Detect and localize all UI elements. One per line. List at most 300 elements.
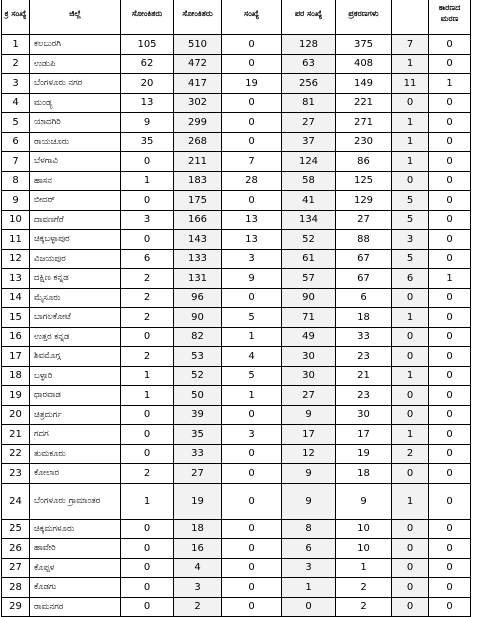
table-row: [2, 483, 471, 519]
value-cell: 134: [282, 210, 336, 230]
table-row: [2, 210, 471, 230]
value-cell: 0: [222, 93, 282, 113]
value-cell: 0: [392, 405, 429, 425]
value-cell: 33: [336, 327, 392, 347]
table-row: [2, 308, 471, 328]
value-cell: 23: [336, 347, 392, 367]
value-cell: 3: [121, 210, 174, 230]
value-cell: 0: [429, 578, 471, 598]
value-cell: 175: [174, 191, 222, 211]
value-cell: 5: [222, 308, 282, 328]
value-cell: 19: [222, 74, 282, 94]
value-cell: 1: [392, 483, 429, 519]
value-cell: 0: [429, 519, 471, 539]
table-row: [2, 230, 471, 250]
value-cell: 1: [392, 425, 429, 445]
value-cell: 23: [336, 386, 392, 406]
value-cell: 0: [429, 366, 471, 386]
table-row: [2, 327, 471, 347]
value-cell: 17: [282, 425, 336, 445]
value-cell: 0: [429, 191, 471, 211]
value-cell: 0: [429, 249, 471, 269]
value-cell: 0: [392, 171, 429, 191]
value-cell: 0: [392, 347, 429, 367]
serial-cell: 17: [2, 347, 30, 367]
district-cell: ಉತ್ತರ ಕನ್ನಡ: [30, 327, 121, 347]
district-cell: ವಿಜಯಪುರ: [30, 249, 121, 269]
serial-cell: 13: [2, 269, 30, 289]
value-cell: 510: [174, 35, 222, 55]
value-cell: 1: [429, 74, 471, 94]
district-cell: ಉಡುಪಿ: [30, 54, 121, 74]
value-cell: 0: [222, 113, 282, 133]
value-cell: 0: [429, 308, 471, 328]
value-cell: 0: [121, 444, 174, 464]
value-cell: 0: [222, 132, 282, 152]
value-cell: 5: [392, 210, 429, 230]
value-cell: 41: [282, 191, 336, 211]
value-cell: 183: [174, 171, 222, 191]
serial-cell: 26: [2, 539, 30, 559]
value-cell: 143: [174, 230, 222, 250]
serial-cell: 1: [2, 35, 30, 55]
value-cell: 0: [429, 132, 471, 152]
value-cell: 2: [336, 578, 392, 598]
district-cell: ಕೊಪ್ಪಳ: [30, 558, 121, 578]
value-cell: 30: [282, 347, 336, 367]
value-cell: 27: [282, 386, 336, 406]
value-cell: 0: [121, 152, 174, 172]
serial-cell: 16: [2, 327, 30, 347]
header-cell: ಪ್ರಕರಣಗಳು: [336, 0, 392, 35]
value-cell: 0: [282, 597, 336, 617]
value-cell: 0: [392, 539, 429, 559]
value-cell: 71: [282, 308, 336, 328]
value-cell: 0: [121, 425, 174, 445]
table-row: [2, 425, 471, 445]
serial-cell: 28: [2, 578, 30, 598]
value-cell: 35: [174, 425, 222, 445]
value-cell: 30: [336, 405, 392, 425]
value-cell: 129: [336, 191, 392, 211]
value-cell: 3: [222, 425, 282, 445]
value-cell: 17: [336, 425, 392, 445]
table-body: [2, 35, 471, 617]
value-cell: 0: [222, 464, 282, 484]
district-cell: ಬಳ್ಳಾರಿ: [30, 366, 121, 386]
table-row: [2, 269, 471, 289]
table-row: [2, 405, 471, 425]
table-row: [2, 347, 471, 367]
value-cell: 149: [336, 74, 392, 94]
district-cell: ಕೊಡಗು: [30, 578, 121, 598]
header-cell: ಸೋಂಕಿತರು: [174, 0, 222, 35]
value-cell: 299: [174, 113, 222, 133]
serial-cell: 18: [2, 366, 30, 386]
table-row: [2, 386, 471, 406]
serial-cell: 12: [2, 249, 30, 269]
district-cell: ಬಾಗಲಕೋಟೆ: [30, 308, 121, 328]
serial-cell: 2: [2, 54, 30, 74]
value-cell: 5: [392, 249, 429, 269]
header-cell: ಜಿಲ್ಲೆ: [30, 0, 121, 35]
value-cell: 28: [222, 171, 282, 191]
value-cell: 20: [121, 74, 174, 94]
value-cell: 2: [121, 347, 174, 367]
district-cell: ಬೆಳಗಾವಿ: [30, 152, 121, 172]
serial-cell: 23: [2, 464, 30, 484]
value-cell: 0: [429, 54, 471, 74]
value-cell: 0: [121, 578, 174, 598]
table-row: [2, 249, 471, 269]
value-cell: 0: [222, 483, 282, 519]
district-cell: ಕಲಬುರಗಿ: [30, 35, 121, 55]
value-cell: 3: [174, 578, 222, 598]
header-row: [2, 0, 471, 35]
value-cell: 0: [392, 558, 429, 578]
value-cell: 10: [336, 519, 392, 539]
value-cell: 0: [392, 519, 429, 539]
value-cell: 1: [282, 578, 336, 598]
header-cell: ಪರ ಸಂಖ್ಯೆ: [282, 0, 336, 35]
serial-cell: 25: [2, 519, 30, 539]
value-cell: 0: [222, 578, 282, 598]
serial-cell: 15: [2, 308, 30, 328]
value-cell: 105: [121, 35, 174, 55]
value-cell: 0: [222, 35, 282, 55]
table-row: [2, 519, 471, 539]
table-row: [2, 288, 471, 308]
district-cell: ಗದಗ: [30, 425, 121, 445]
value-cell: 61: [282, 249, 336, 269]
value-cell: 18: [336, 308, 392, 328]
value-cell: 33: [174, 444, 222, 464]
district-cell: ಶಿವಮೊಗ್ಗ: [30, 347, 121, 367]
district-cell: ತುಮಕೂರು: [30, 444, 121, 464]
district-cell: ಚಿತ್ರದುರ್ಗ: [30, 405, 121, 425]
district-cell: ರಾಯಚೂರು: [30, 132, 121, 152]
value-cell: 124: [282, 152, 336, 172]
district-cases-table: [1, 0, 471, 617]
serial-cell: 10: [2, 210, 30, 230]
value-cell: 0: [429, 171, 471, 191]
serial-cell: 3: [2, 74, 30, 94]
value-cell: 0: [429, 558, 471, 578]
value-cell: 82: [174, 327, 222, 347]
value-cell: 0: [392, 386, 429, 406]
value-cell: 90: [174, 308, 222, 328]
value-cell: 11: [392, 74, 429, 94]
district-cell: ದಕ್ಷಿಣ ಕನ್ನಡ: [30, 269, 121, 289]
table-row: [2, 93, 471, 113]
value-cell: 6: [121, 249, 174, 269]
value-cell: 88: [336, 230, 392, 250]
value-cell: 0: [392, 288, 429, 308]
value-cell: 58: [282, 171, 336, 191]
value-cell: 0: [429, 386, 471, 406]
value-cell: 2: [121, 288, 174, 308]
value-cell: 96: [174, 288, 222, 308]
value-cell: 21: [336, 366, 392, 386]
value-cell: 9: [282, 483, 336, 519]
value-cell: 27: [174, 464, 222, 484]
value-cell: 3: [282, 558, 336, 578]
value-cell: 81: [282, 93, 336, 113]
value-cell: 7: [222, 152, 282, 172]
value-cell: 0: [222, 558, 282, 578]
value-cell: 0: [222, 191, 282, 211]
table-row: [2, 35, 471, 55]
value-cell: 9: [282, 464, 336, 484]
value-cell: 27: [282, 113, 336, 133]
header-cell: [392, 0, 429, 35]
district-cell: ರಾಮನಗರ: [30, 597, 121, 617]
serial-cell: 4: [2, 93, 30, 113]
value-cell: 13: [222, 230, 282, 250]
value-cell: 9: [282, 405, 336, 425]
value-cell: 1: [222, 386, 282, 406]
value-cell: 12: [282, 444, 336, 464]
value-cell: 2: [121, 308, 174, 328]
value-cell: 5: [222, 366, 282, 386]
value-cell: 6: [392, 269, 429, 289]
value-cell: 0: [429, 539, 471, 559]
value-cell: 131: [174, 269, 222, 289]
value-cell: 0: [222, 288, 282, 308]
district-cell: ಬೀದರ್: [30, 191, 121, 211]
value-cell: 230: [336, 132, 392, 152]
value-cell: 375: [336, 35, 392, 55]
value-cell: 0: [429, 327, 471, 347]
value-cell: 211: [174, 152, 222, 172]
value-cell: 63: [282, 54, 336, 74]
value-cell: 0: [429, 230, 471, 250]
value-cell: 1: [392, 54, 429, 74]
district-cell: ಮಂಡ್ಯ: [30, 93, 121, 113]
value-cell: 90: [282, 288, 336, 308]
district-cell: ಧಾರವಾಡ: [30, 386, 121, 406]
table-row: [2, 54, 471, 74]
district-cell: ಮೈಸೂರು: [30, 288, 121, 308]
serial-cell: 9: [2, 191, 30, 211]
table-row: [2, 171, 471, 191]
value-cell: 37: [282, 132, 336, 152]
value-cell: 268: [174, 132, 222, 152]
value-cell: 18: [174, 519, 222, 539]
serial-cell: 8: [2, 171, 30, 191]
serial-cell: 6: [2, 132, 30, 152]
serial-cell: 29: [2, 597, 30, 617]
value-cell: 0: [121, 191, 174, 211]
district-cell: ಕೋಲಾರ: [30, 464, 121, 484]
value-cell: 128: [282, 35, 336, 55]
serial-cell: 21: [2, 425, 30, 445]
value-cell: 8: [282, 519, 336, 539]
table-row: [2, 366, 471, 386]
value-cell: 0: [222, 405, 282, 425]
value-cell: 0: [429, 347, 471, 367]
value-cell: 27: [336, 210, 392, 230]
value-cell: 2: [336, 597, 392, 617]
value-cell: 472: [174, 54, 222, 74]
value-cell: 0: [121, 405, 174, 425]
value-cell: 30: [282, 366, 336, 386]
value-cell: 4: [174, 558, 222, 578]
table-row: [2, 558, 471, 578]
district-cell: ಬೆಂಗಳೂರು ನಗರ: [30, 74, 121, 94]
header-cell: ಕಾರಣದ ಮರಣ: [429, 0, 471, 35]
value-cell: 2: [121, 269, 174, 289]
value-cell: 2: [121, 464, 174, 484]
value-cell: 53: [174, 347, 222, 367]
value-cell: 0: [429, 405, 471, 425]
serial-cell: 22: [2, 444, 30, 464]
value-cell: 7: [392, 35, 429, 55]
value-cell: 6: [336, 288, 392, 308]
value-cell: 1: [392, 113, 429, 133]
table-row: [2, 152, 471, 172]
value-cell: 166: [174, 210, 222, 230]
serial-cell: 11: [2, 230, 30, 250]
value-cell: 62: [121, 54, 174, 74]
value-cell: 271: [336, 113, 392, 133]
value-cell: 0: [429, 597, 471, 617]
value-cell: 0: [121, 558, 174, 578]
value-cell: 0: [222, 539, 282, 559]
value-cell: 52: [174, 366, 222, 386]
value-cell: 408: [336, 54, 392, 74]
serial-cell: 7: [2, 152, 30, 172]
value-cell: 52: [282, 230, 336, 250]
table-row: [2, 132, 471, 152]
district-cell: ಚಿಕ್ಕಬಳ್ಳಾಪುರ: [30, 230, 121, 250]
value-cell: 0: [429, 113, 471, 133]
table-row: [2, 539, 471, 559]
table-row: [2, 444, 471, 464]
value-cell: 0: [429, 288, 471, 308]
value-cell: 19: [336, 444, 392, 464]
value-cell: 0: [222, 519, 282, 539]
value-cell: 0: [392, 578, 429, 598]
value-cell: 50: [174, 386, 222, 406]
value-cell: 49: [282, 327, 336, 347]
value-cell: 9: [222, 269, 282, 289]
serial-cell: 27: [2, 558, 30, 578]
value-cell: 1: [121, 171, 174, 191]
district-cell: ಚಿಕ್ಕಮಗಳೂರು: [30, 519, 121, 539]
header-cell: ಸೋಂಕಿತರು: [121, 0, 174, 35]
value-cell: 0: [121, 230, 174, 250]
value-cell: 1: [121, 483, 174, 519]
value-cell: 18: [336, 464, 392, 484]
district-cell: ಹಾವೇರಿ: [30, 539, 121, 559]
value-cell: 1: [222, 327, 282, 347]
value-cell: 302: [174, 93, 222, 113]
value-cell: 1: [392, 152, 429, 172]
value-cell: 9: [121, 113, 174, 133]
district-cell: ಹಾಸನ: [30, 171, 121, 191]
value-cell: 35: [121, 132, 174, 152]
value-cell: 0: [429, 464, 471, 484]
value-cell: 4: [222, 347, 282, 367]
district-cell: ಯಾದಗಿರಿ: [30, 113, 121, 133]
value-cell: 0: [222, 54, 282, 74]
value-cell: 1: [392, 366, 429, 386]
header-cell: ಸಂಖ್ಯೆ: [222, 0, 282, 35]
value-cell: 0: [429, 483, 471, 519]
district-cell: ದಾವಣಗೆರೆ: [30, 210, 121, 230]
value-cell: 67: [336, 269, 392, 289]
value-cell: 0: [429, 152, 471, 172]
value-cell: 86: [336, 152, 392, 172]
serial-cell: 24: [2, 483, 30, 519]
value-cell: 16: [174, 539, 222, 559]
value-cell: 1: [121, 366, 174, 386]
value-cell: 221: [336, 93, 392, 113]
value-cell: 0: [121, 327, 174, 347]
value-cell: 1: [121, 386, 174, 406]
value-cell: 133: [174, 249, 222, 269]
table-row: [2, 578, 471, 598]
value-cell: 6: [282, 539, 336, 559]
value-cell: 0: [121, 597, 174, 617]
value-cell: 417: [174, 74, 222, 94]
value-cell: 0: [429, 93, 471, 113]
value-cell: 0: [392, 327, 429, 347]
value-cell: 2: [174, 597, 222, 617]
value-cell: 19: [174, 483, 222, 519]
value-cell: 0: [222, 444, 282, 464]
table-row: [2, 191, 471, 211]
serial-cell: 5: [2, 113, 30, 133]
value-cell: 1: [429, 269, 471, 289]
value-cell: 0: [429, 210, 471, 230]
table-row: [2, 74, 471, 94]
table-row: [2, 464, 471, 484]
value-cell: 0: [429, 444, 471, 464]
value-cell: 57: [282, 269, 336, 289]
value-cell: 3: [222, 249, 282, 269]
district-cell: ಬೆಂಗಳೂರು ಗ್ರಾಮಾಂತರ: [30, 483, 121, 519]
value-cell: 5: [392, 191, 429, 211]
value-cell: 0: [121, 519, 174, 539]
value-cell: 1: [336, 558, 392, 578]
value-cell: 0: [392, 597, 429, 617]
header-cell: ಕ್ರ ಸಂಖ್ಯೆ: [2, 0, 30, 35]
table-row: [2, 113, 471, 133]
serial-cell: 14: [2, 288, 30, 308]
value-cell: 256: [282, 74, 336, 94]
value-cell: 10: [336, 539, 392, 559]
value-cell: 13: [121, 93, 174, 113]
serial-cell: 20: [2, 405, 30, 425]
value-cell: 1: [392, 132, 429, 152]
value-cell: 2: [392, 444, 429, 464]
value-cell: 0: [392, 464, 429, 484]
value-cell: 0: [222, 597, 282, 617]
value-cell: 39: [174, 405, 222, 425]
value-cell: 0: [121, 539, 174, 559]
value-cell: 9: [336, 483, 392, 519]
value-cell: 1: [392, 308, 429, 328]
value-cell: 3: [392, 230, 429, 250]
value-cell: 0: [392, 93, 429, 113]
value-cell: 125: [336, 171, 392, 191]
value-cell: 67: [336, 249, 392, 269]
value-cell: 13: [222, 210, 282, 230]
serial-cell: 19: [2, 386, 30, 406]
value-cell: 0: [429, 35, 471, 55]
